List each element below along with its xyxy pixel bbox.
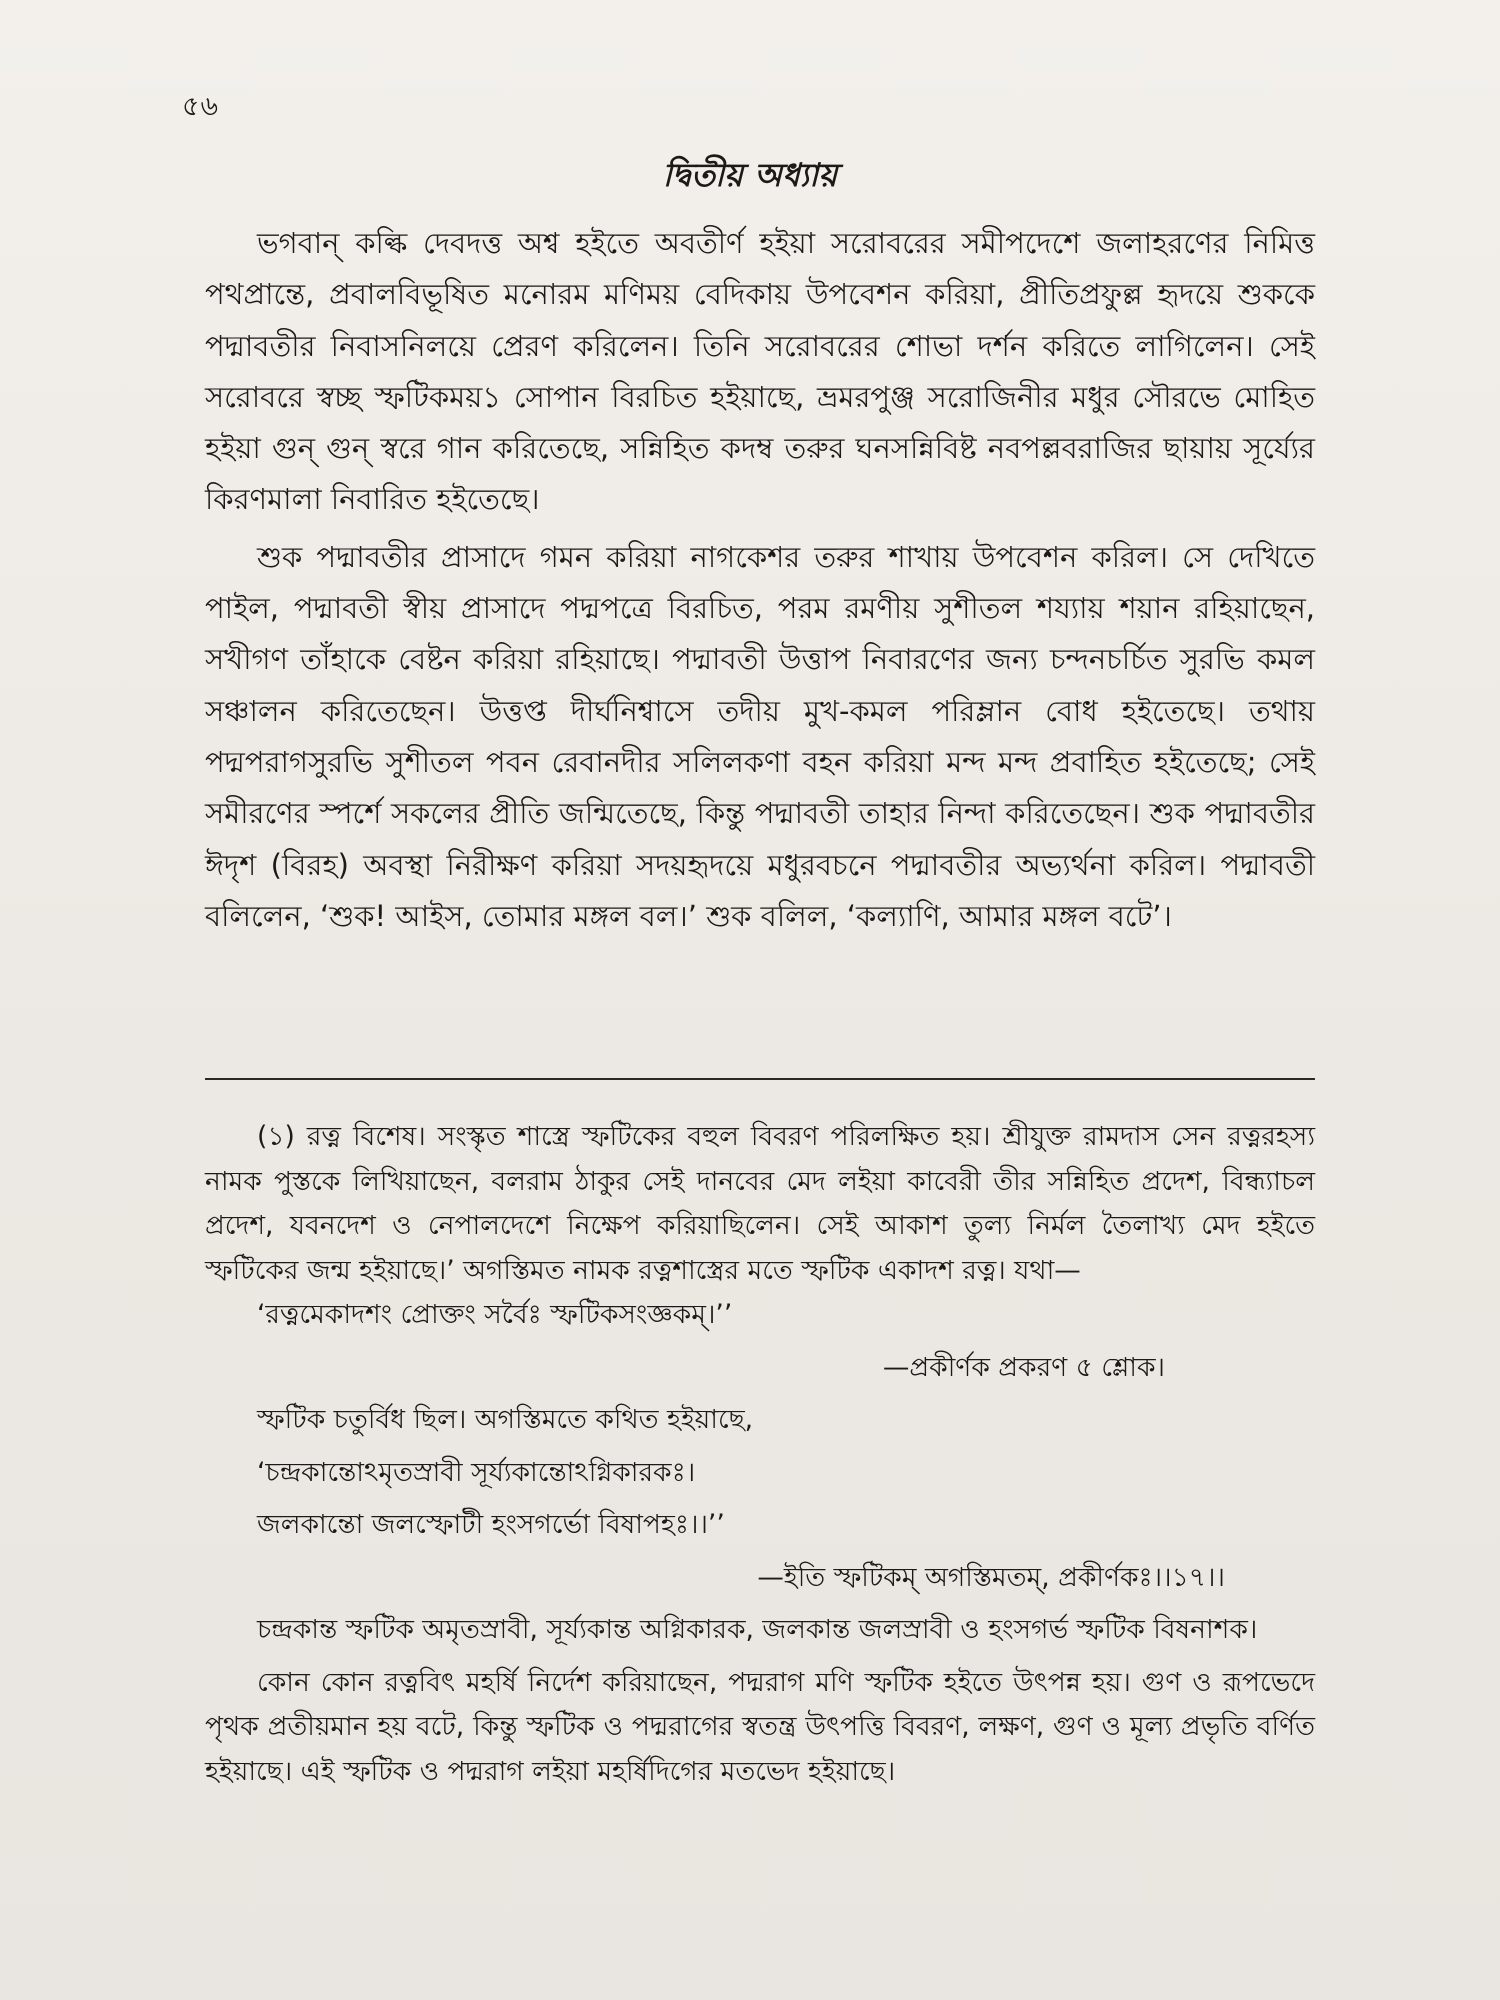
- body-paragraph: শুক পদ্মাবতীর প্রাসাদে গমন করিয়া নাগকেশর তরুর শাখায় উপবেশন করিল। সে দেখিতে পাইল, পদ্মাবতী স্বীয় প্রাসাদে পদ্মপত্রে বিরচিত, পরম রমণীয় সুশীতল শয্যায় শয়ান রহিয়াছেন, সখীগণ তাঁহাকে বেষ্টন করিয়া রহিয়াছে। পদ্মাবতী উত্তাপ নিবারণের জন্য চন্দনচর্চিত সুরভি কমল সঞ্চালন করিতেছেন। উত্তপ্ত দীর্ঘনিশ্বাসে তদীয় মুখ-কমল পরিম্লান বোধ হইতেছে। তথায় পদ্মপরাগসুরভি সুশীতল পবন রেবানদীর সলিলকণা বহন করিয়া মন্দ মন্দ প্রবাহিত হইতেছে; সেই সমীরণের স্পর্শে সকলের প্রীতি জন্মিতেছে, কিন্তু পদ্মাবতী তাহার নিন্দা করিতেছেন। শুক পদ্মাবতীর ঈদৃশ (বিরহ) অবস্থা নিরীক্ষণ করিয়া সদয়হৃদয়ে মধুরবচনে পদ্মাবতীর অভ্যর্থনা করিল। পদ্মাবতী বলিলেন, ‘শুক! আইস, তোমার মঙ্গল বল।’ শুক বলিল, ‘কল্যাণি, আমার মঙ্গল বটে’।: [205, 539, 1315, 933]
- citation: —ইতি স্ফটিকম্ অগস্তিমতম্, প্রকীর্ণকঃ।।১৭।।: [757, 1561, 1225, 1593]
- verse-line: জলকান্তো জলস্ফোটী হংসগর্ভো বিষাপহঃ।।’’: [257, 1509, 725, 1540]
- footnote-section: [205, 1115, 1315, 1802]
- citation: —প্রকীর্ণক প্রকরণ ৫ শ্লোক।: [882, 1351, 1165, 1383]
- footnote-line: স্ফটিক চতুর্বিধ ছিল। অগস্তিমতে কথিত হইয়াছে,: [257, 1404, 754, 1435]
- footnote-divider: [205, 1078, 1315, 1080]
- verse-line: ‘রত্নমেকাদশং প্রোক্তং সর্বৈঃ স্ফটিকসংজ্ঞকম্।’’: [257, 1299, 733, 1330]
- verse-line: ‘চন্দ্রকান্তোঽমৃতস্রাবী সূর্য্যকান্তোঽগ্নিকারকঃ।: [257, 1456, 696, 1488]
- main-text: [205, 218, 1315, 948]
- page-number: ৫৬: [182, 91, 220, 122]
- footnote-paragraph: চন্দ্রকান্ত স্ফটিক অমৃতস্রাবী, সূর্য্যকান্ত অগ্নিকারক, জলকান্ত জলস্রাবী ও হংসগর্ভ স্ফটিক বিষনাশক।: [257, 1614, 1258, 1645]
- footnote-paragraph: (১) রত্ন বিশেষ। সংস্কৃত শাস্ত্রে স্ফটিকের বহুল বিবরণ পরিলক্ষিত হয়। শ্রীযুক্ত রামদাস সেন রত্নরহস্য নামক পুস্তকে লিখিয়াছেন, বলরাম ঠাকুর সেই দানবের মেদ লইয়া কাবেরী তীর সন্নিহিত প্রদেশ, বিন্ধ্যাচল প্রদেশ, যবনদেশ ও নেপালদেশে নিক্ষেপ করিয়াছিলেন। সেই আকাশ তুল্য নির্মল তৈলাখ্য মেদ হইতে স্ফটিকের জন্ম হইয়াছে।’ অগস্তিমত নামক রত্নশাস্ত্রের মতে স্ফটিক একাদশ রত্ন। যথা—: [205, 1121, 1315, 1286]
- footnote-paragraph: কোন কোন রত্নবিৎ মহর্ষি নির্দেশ করিয়াছেন, পদ্মরাগ মণি স্ফটিক হইতে উৎপন্ন হয়। গুণ ও রূপভেদে পৃথক প্রতীয়মান হয় বটে, কিন্তু স্ফটিক ও পদ্মরাগের স্বতন্ত্র উৎপত্তি বিবরণ, লক্ষণ, গুণ ও মূল্য প্রভৃতি বর্ণিত হইয়াছে। এই স্ফটিক ও পদ্মরাগ লইয়া মহর্ষিদিগের মতভেদ হইয়াছে।: [205, 1666, 1315, 1787]
- body-paragraph: ভগবান্ কল্কি দেবদত্ত অশ্ব হইতে অবতীর্ণ হইয়া সরোবরের সমীপদেশে জলাহরণের নিমিত্ত পথপ্রান্তে, প্রবালবিভূষিত মনোরম মণিময় বেদিকায় উপবেশন করিয়া, প্রীতিপ্রফুল্ল হৃদয়ে শুককে পদ্মাবতীর নিবাসনিলয়ে প্রেরণ করিলেন। তিনি সরোবরের শোভা দর্শন করিতে লাগিলেন। সেই সরোবরে স্বচ্ছ স্ফটিকময়১ সোপান বিরচিত হইয়াছে, ভ্রমরপুঞ্জ সরোজিনীর মধুর সৌরভে মোহিত হইয়া গুন্ গুন্ স্বরে গান করিতেছে, সন্নিহিত কদম্ব তরুর ঘনসন্নিবিষ্ট নবপল্লবরাজির ছায়ায় সূর্য্যের কিরণমালা নিবারিত হইতেছে।: [205, 226, 1315, 517]
- chapter-title: দ্বিতীয় অধ্যায়: [662, 156, 838, 194]
